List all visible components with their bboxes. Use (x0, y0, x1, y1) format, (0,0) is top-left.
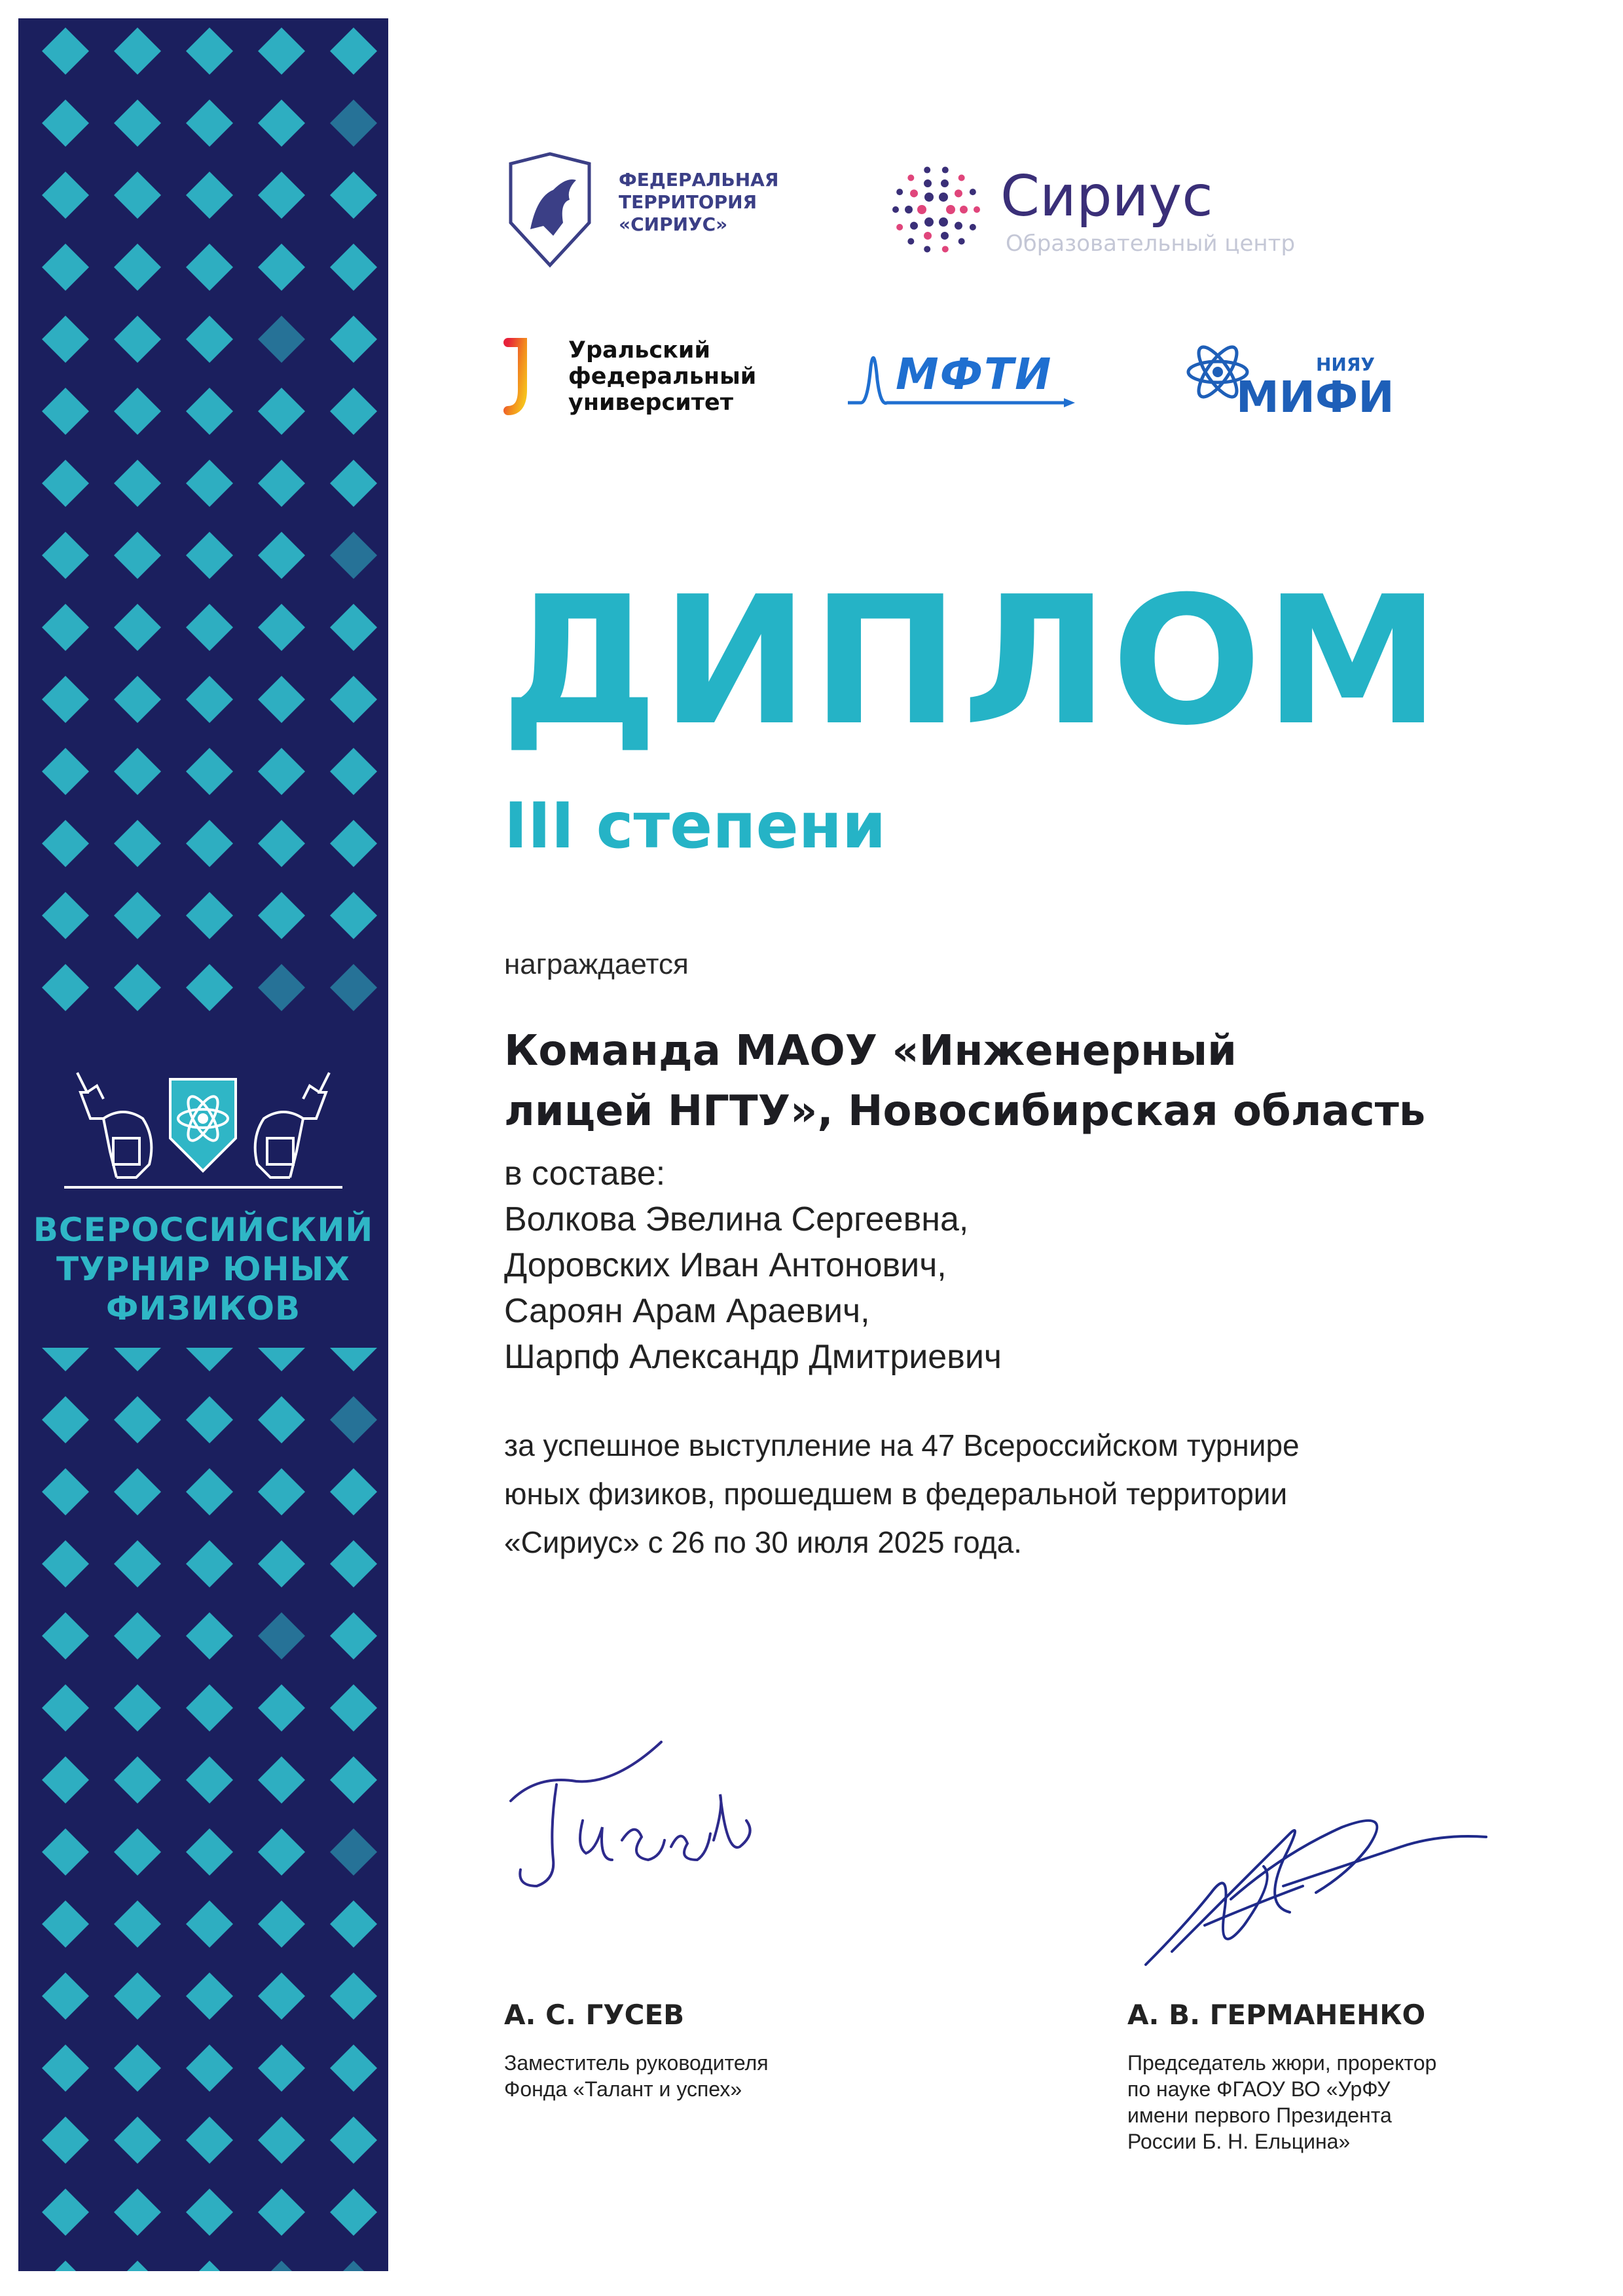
diamond-shape (42, 2189, 89, 2236)
diamond-shape (258, 2117, 305, 2164)
signatory-right-name: А. В. ГЕРМАНЕНКО (1127, 1999, 1426, 2031)
sirius-dot (924, 167, 930, 174)
diamond-shape (186, 2045, 233, 2092)
diamond-shape (330, 1684, 377, 1731)
sirius-dot (905, 206, 913, 213)
diamond-shape (330, 172, 377, 219)
sirius-dot (946, 205, 955, 214)
sirius-dot (910, 189, 918, 197)
decorative-band (18, 18, 388, 2271)
diamond-shape (114, 1540, 161, 1587)
award-reason-line: за успешное выступление на 47 Всероссийском турнире (504, 1428, 1300, 1462)
diamond-shape (330, 1756, 377, 1804)
diamond-shape (114, 2189, 161, 2236)
sirius-dot (917, 205, 926, 214)
sirius-subtitle: Образовательный центр (1006, 231, 1296, 257)
diamond-shape (330, 2117, 377, 2164)
diamond-shape (258, 964, 305, 1011)
diamond-shape (114, 604, 161, 651)
diamond-shape (258, 1612, 305, 1659)
sirius-dot (924, 246, 930, 252)
diamond-shape (258, 604, 305, 651)
sirius-dot (924, 232, 932, 240)
diamond-shape (258, 1756, 305, 1804)
diamond-shape (42, 316, 89, 363)
diamond-shape (186, 1468, 233, 1515)
diamond-shape (186, 100, 233, 147)
diamond-shape (330, 1900, 377, 1948)
diamond-shape (330, 1540, 377, 1587)
sirius-dot (939, 193, 948, 202)
diamond-shape (114, 388, 161, 435)
diamond-shape (42, 1900, 89, 1948)
sirius-dot (974, 206, 980, 213)
diamond-shape (330, 748, 377, 795)
signatory-role-line: Фонда «Талант и успех» (504, 2077, 742, 2101)
diamond-shape (114, 2045, 161, 2092)
diamond-shape (258, 244, 305, 291)
diamond-shape (42, 820, 89, 867)
signatory-left-role (504, 2050, 769, 2102)
diploma-degree: III степени (504, 789, 886, 862)
diamond-shape (186, 2117, 233, 2164)
awarded-label: награждается (504, 948, 689, 980)
diamond-shape (186, 604, 233, 651)
diamond-shape (114, 748, 161, 795)
diamond-shape (330, 460, 377, 507)
diamond-shape (114, 532, 161, 579)
mipt-label: МФТИ (896, 349, 1053, 399)
sirius-dot (970, 189, 976, 195)
diamond-shape (114, 244, 161, 291)
sirius-dot (942, 167, 949, 174)
federal-territory-line: «СИРИУС» (619, 213, 728, 235)
diamond-shape (258, 892, 305, 939)
sirius-dot (941, 232, 949, 240)
diamond-shape (114, 1828, 161, 1876)
diamond-shape (258, 1684, 305, 1731)
diamond-shape (258, 28, 305, 75)
diamond-shape (330, 388, 377, 435)
diamond-shape (114, 676, 161, 723)
diamond-shape (114, 1900, 161, 1948)
sirius-dot (970, 224, 976, 231)
diamond-shape (330, 100, 377, 147)
diamond-shape (330, 316, 377, 363)
sirius-name: Сириус (1000, 164, 1213, 229)
diamond-shape (42, 1612, 89, 1659)
diamond-shape (330, 1396, 377, 1443)
diamond-shape (42, 2261, 89, 2271)
diamond-shape (42, 1468, 89, 1515)
signatory-left-name: А. С. ГУСЕВ (504, 1999, 685, 2031)
signatory-role-line: России Б. Н. Ельцина» (1127, 2130, 1351, 2153)
diamond-shape (114, 316, 161, 363)
diamond-shape (42, 892, 89, 939)
diamond-shape (258, 2045, 305, 2092)
diamond-shape (258, 1972, 305, 2020)
diamond-shape (186, 676, 233, 723)
urfu-logo-icon (503, 337, 542, 416)
diamond-shape (42, 460, 89, 507)
mifi-label: МИФИ (1236, 372, 1395, 422)
diamond-shape (258, 1900, 305, 1948)
diamond-shape (114, 1612, 161, 1659)
diamond-shape (114, 1684, 161, 1731)
team-name-line: Команда МАОУ «Инженерный (504, 1027, 1237, 1075)
sirius-dots-icon (884, 157, 995, 262)
diamond-shape (186, 1684, 233, 1731)
diamond-shape (42, 1972, 89, 2020)
team-name-line: лицей НГТУ», Новосибирская область (504, 1087, 1426, 1136)
sirius-dot (942, 246, 949, 252)
diamond-shape (42, 532, 89, 579)
diamond-shape (186, 28, 233, 75)
diamond-shape (42, 1756, 89, 1804)
diamond-shape (114, 1396, 161, 1443)
diamond-shape (42, 748, 89, 795)
diamond-shape (42, 1540, 89, 1587)
diamond-shape (258, 532, 305, 579)
diamond-shape (42, 2045, 89, 2092)
team-member: Волкова Эвелина Сергеевна, (504, 1200, 969, 1238)
diamond-shape (258, 172, 305, 219)
diamond-shape (186, 2189, 233, 2236)
sirius-dot (955, 189, 962, 197)
diamond-shape (186, 748, 233, 795)
sirius-dot (907, 175, 914, 181)
sirius-dot (892, 206, 899, 213)
diamond-shape (42, 244, 89, 291)
sirius-dot (924, 217, 934, 227)
diamond-shape (42, 388, 89, 435)
signatory-role-line: Заместитель руководителя (504, 2051, 769, 2075)
tournament-name (18, 1210, 388, 1328)
federal-territory-logo-icon (504, 151, 596, 268)
diamond-shape (114, 1756, 161, 1804)
diamond-shape (186, 820, 233, 867)
diamond-shape (330, 2261, 377, 2271)
diamond-shape (114, 1972, 161, 2020)
diamond-shape (114, 100, 161, 147)
federal-territory-line: ТЕРРИТОРИЯ (619, 191, 757, 213)
diamond-shape (186, 1756, 233, 1804)
diamond-shape (330, 604, 377, 651)
diploma-title: ДИПЛОМ (501, 558, 1443, 764)
composition-label: в составе: (504, 1155, 666, 1193)
sirius-dot (960, 206, 968, 213)
diamond-shape (42, 604, 89, 651)
sirius-dot (907, 238, 914, 244)
tournament-name-line: ФИЗИКОВ (105, 1289, 301, 1327)
signatory-role-line: имени первого Президента (1127, 2103, 1392, 2127)
diamond-shape (330, 1828, 377, 1876)
diamond-shape (258, 676, 305, 723)
diamond-shape (258, 1540, 305, 1587)
sirius-dot (941, 179, 949, 187)
sirius-dot (939, 217, 948, 227)
diamond-shape (186, 892, 233, 939)
diamond-shape (186, 244, 233, 291)
diamond-shape (258, 460, 305, 507)
award-reason-line: юных физиков, прошедшем в федеральной территории (504, 1477, 1288, 1511)
sirius-dot (955, 222, 962, 230)
urfu-line: Уральский (568, 337, 710, 363)
diamond-shape (42, 1828, 89, 1876)
tournament-name-line: ВСЕРОССИЙСКИЙ (33, 1211, 374, 1249)
diamond-shape (258, 388, 305, 435)
handwritten-signature-left (498, 1729, 799, 1899)
diamond-shape (42, 28, 89, 75)
diamond-shape (42, 172, 89, 219)
signatory-right-role (1127, 2050, 1436, 2155)
team-member: Шарпф Александр Дмитриевич (504, 1338, 1002, 1376)
diamond-shape (330, 28, 377, 75)
handwritten-signature-right (1133, 1807, 1499, 1978)
sirius-dot (910, 222, 918, 230)
signatory-role-line: Председатель жюри, проректор (1127, 2051, 1437, 2075)
diamond-shape (186, 388, 233, 435)
urfu-line: федеральный (568, 363, 757, 390)
diamond-shape (42, 2117, 89, 2164)
diamond-shape (114, 892, 161, 939)
diamond-shape (42, 100, 89, 147)
sirius-dot (896, 189, 903, 195)
diamond-shape (42, 964, 89, 1011)
urfu-label (568, 337, 756, 416)
sirius-dot (896, 224, 903, 231)
diamond-shape (330, 2045, 377, 2092)
team-member: Сароян Арам Араевич, (504, 1292, 870, 1330)
diamond-shape (258, 100, 305, 147)
sirius-dot (924, 179, 932, 187)
sirius-dot (958, 175, 965, 181)
diamond-shape (330, 1972, 377, 2020)
signatory-role-line: по науке ФГАОУ ВО «УрФУ (1127, 2077, 1391, 2101)
diamond-shape (42, 676, 89, 723)
diamond-shape (42, 1684, 89, 1731)
diamond-shape (330, 964, 377, 1011)
tournament-emblem-icon (18, 1046, 388, 1210)
team-member: Доровских Иван Антонович, (504, 1246, 947, 1284)
diamond-shape (330, 1612, 377, 1659)
urfu-line: университет (568, 390, 734, 416)
diamond-shape (258, 820, 305, 867)
diamond-shape (114, 460, 161, 507)
diamond-shape (186, 1900, 233, 1948)
diamond-shape (114, 1468, 161, 1515)
federal-territory-line: ФЕДЕРАЛЬНАЯ (619, 169, 779, 191)
diamond-shape (330, 244, 377, 291)
diamond-shape (258, 1828, 305, 1876)
diamond-shape (42, 1396, 89, 1443)
niyau-label: НИЯУ (1316, 354, 1376, 375)
diamond-shape (330, 676, 377, 723)
diamond-shape (186, 2261, 233, 2271)
diamond-shape (330, 892, 377, 939)
diamond-shape (330, 2189, 377, 2236)
diamond-shape (258, 748, 305, 795)
tournament-name-line: ТУРНИР ЮНЫХ (56, 1250, 350, 1288)
diamond-shape (114, 2261, 161, 2271)
diamond-shape (330, 820, 377, 867)
diamond-shape (186, 1540, 233, 1587)
diamond-shape (258, 1396, 305, 1443)
diamond-shape (114, 820, 161, 867)
diamond-shape (186, 1972, 233, 2020)
diamond-shape (114, 28, 161, 75)
diamond-shape (186, 1828, 233, 1876)
diamond-shape (186, 460, 233, 507)
federal-territory-label (619, 169, 778, 236)
diamond-shape (330, 1468, 377, 1515)
diamond-shape (186, 532, 233, 579)
diamond-shape (258, 1468, 305, 1515)
diamond-shape (114, 964, 161, 1011)
diamond-shape (114, 2117, 161, 2164)
diamond-shape (186, 316, 233, 363)
diamond-shape (186, 1396, 233, 1443)
diamond-shape (258, 2189, 305, 2236)
sirius-dot (924, 193, 934, 202)
diamond-shape (330, 532, 377, 579)
diamond-shape (186, 964, 233, 1011)
diamond-shape (186, 1612, 233, 1659)
diamond-shape (258, 2261, 305, 2271)
sirius-dot (958, 238, 965, 244)
diamond-shape (114, 172, 161, 219)
diamond-shape (258, 316, 305, 363)
diamond-shape (186, 172, 233, 219)
award-reason-line: «Сириус» с 26 по 30 июля 2025 года. (504, 1525, 1022, 1559)
